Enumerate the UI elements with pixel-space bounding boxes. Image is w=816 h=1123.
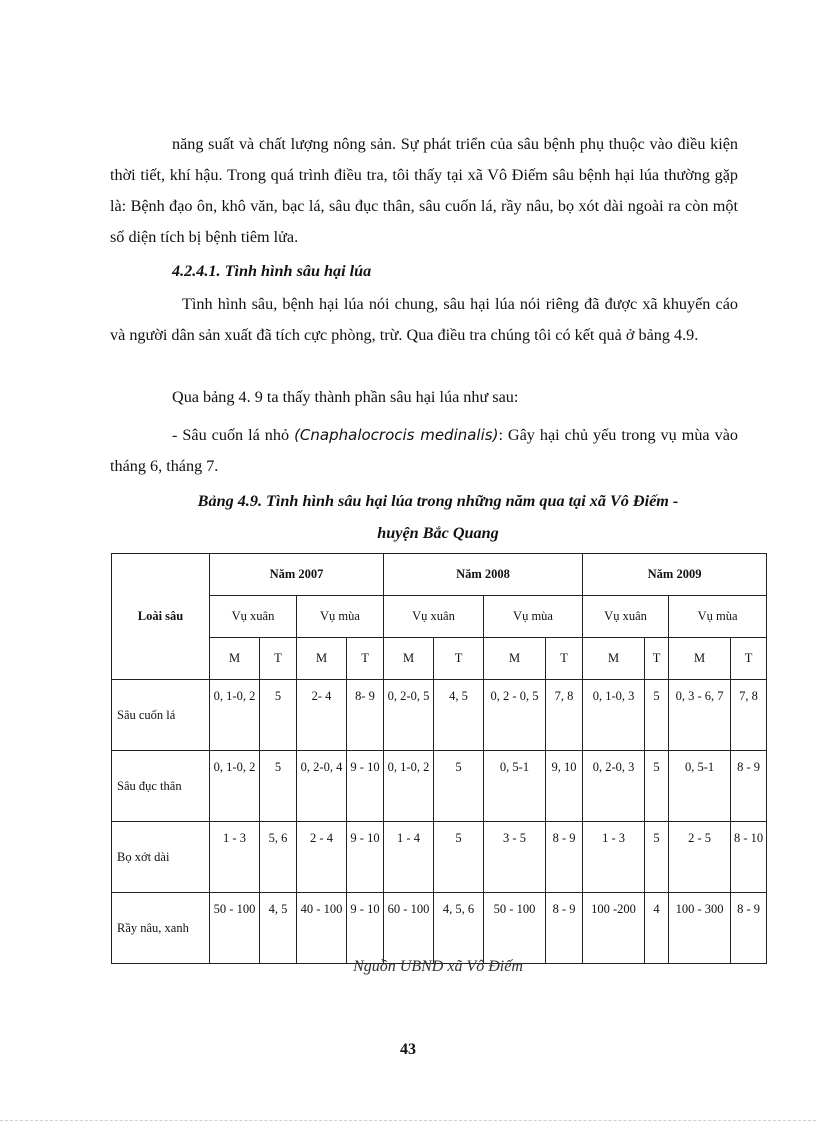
table-cell: 1 - 3: [210, 822, 260, 893]
table-cell: 7, 8: [731, 680, 767, 751]
table-cell: 5: [434, 751, 484, 822]
table-cell: 8 - 9: [546, 893, 583, 964]
paragraph-1: năng suất và chất lượng nông sản. Sự phát triển của sâu bệnh phụ thuộc vào điều kiện thời tiết, khí hậu. Trong quá trình điều tra, tôi thấy tại xã Vô Điếm sâu bệnh hại lúa thường gặp là: Bệnh đạo ôn, khô văn, bạc lá, sâu đục thân, sâu cuốn lá, rầy nâu, bọ xót dài ngoài ra còn một số diện tích bị bệnh tiêm lửa.: [110, 135, 738, 246]
paragraph-2: Tình hình sâu, bệnh hại lúa nói chung, sâu hại lúa nói riêng đã được xã khuyến cáo và người dân sản xuất đã tích cực phòng, trừ. Qua điều tra chúng tôi có kết quả ở bảng 4.9.: [110, 295, 738, 344]
subcol-header: T: [434, 638, 484, 680]
table-cell: 0, 2-0, 4: [297, 751, 347, 822]
table-cell: 1 - 3: [583, 822, 645, 893]
pest-name: Sâu cuốn lá: [112, 680, 210, 751]
paragraph-4-end: : Gây hại chủ yếu trong vụ mùa vào tháng 6, tháng 7.: [110, 426, 738, 475]
table-cell: 8 - 9: [546, 822, 583, 893]
pest-name: Sâu đục thân: [112, 751, 210, 822]
table-cell: 3 - 5: [484, 822, 546, 893]
table-cell: 9, 10: [546, 751, 583, 822]
table-row: [112, 893, 767, 964]
pest-name: Bọ xớt dài: [112, 822, 210, 893]
table-cell: 8 - 9: [731, 751, 767, 822]
table-cell: 60 - 100: [384, 893, 434, 964]
table-cell: 5, 6: [260, 822, 297, 893]
section-heading: 4.2.4.1. Tình hình sâu hại lúa: [172, 262, 372, 280]
footer-divider: [0, 1120, 816, 1121]
paragraph-4: [110, 420, 738, 482]
table-cell: 0, 2-0, 3: [583, 751, 645, 822]
subcol-header: T: [260, 638, 297, 680]
table-cell: 8- 9: [347, 680, 384, 751]
season-header: Vụ mùa: [484, 596, 583, 638]
table-caption-line-2: huyện Bắc Quang: [377, 524, 499, 542]
subcol-header: T: [731, 638, 767, 680]
table-cell: 8 - 10: [731, 822, 767, 893]
table-cell: 5: [260, 680, 297, 751]
table-cell: 100 - 300: [669, 893, 731, 964]
table-cell: 9 - 10: [347, 893, 384, 964]
table-cell: 0, 1-0, 2: [210, 680, 260, 751]
subcol-header: M: [384, 638, 434, 680]
table-cell: 50 - 100: [210, 893, 260, 964]
table-cell: 1 - 4: [384, 822, 434, 893]
table-cell: 4, 5, 6: [434, 893, 484, 964]
table-cell: 7, 8: [546, 680, 583, 751]
table-cell: 0, 1-0, 2: [384, 751, 434, 822]
table-cell: 40 - 100: [297, 893, 347, 964]
table-cell: 0, 1-0, 3: [583, 680, 645, 751]
table-cell: 5: [260, 751, 297, 822]
pest-table: [111, 553, 767, 964]
row-header-cell: Loài sâu: [112, 554, 210, 680]
subcol-header: M: [583, 638, 645, 680]
table-cell: 5: [645, 822, 669, 893]
season-header: Vụ xuân: [384, 596, 484, 638]
table-cell: 5: [645, 751, 669, 822]
season-header: Vụ mùa: [297, 596, 384, 638]
table-cell: 0, 1-0, 2: [210, 751, 260, 822]
page-number: 43: [400, 1041, 416, 1058]
table-source: Nguồn UBND xã Vô Điếm: [353, 958, 523, 975]
table-row: [112, 751, 767, 822]
table-caption-line-1: Bảng 4.9. Tình hình sâu hại lúa trong những năm qua tại xã Vô Điếm -: [197, 492, 679, 510]
table-row: [112, 680, 767, 751]
table-cell: 2- 4: [297, 680, 347, 751]
table-cell: 9 - 10: [347, 822, 384, 893]
subcol-header: M: [669, 638, 731, 680]
table-cell: 100 -200: [583, 893, 645, 964]
table-cell: 2 - 5: [669, 822, 731, 893]
season-header: Vụ mùa: [669, 596, 767, 638]
table-cell: 0, 2 - 0, 5: [484, 680, 546, 751]
table-cell: 8 - 9: [731, 893, 767, 964]
subcol-header: M: [484, 638, 546, 680]
subcol-header: T: [546, 638, 583, 680]
table-cell: 4, 5: [434, 680, 484, 751]
year-header: Năm 2008: [384, 554, 583, 596]
table-cell: 0, 2-0, 5: [384, 680, 434, 751]
table-cell: 0, 5-1: [669, 751, 731, 822]
season-header: Vụ xuân: [583, 596, 669, 638]
subcol-header: M: [297, 638, 347, 680]
paragraph-4-start: - Sâu cuốn lá nhỏ: [172, 426, 295, 444]
table-cell: 9 - 10: [347, 751, 384, 822]
table-row: [112, 822, 767, 893]
year-header: Năm 2007: [210, 554, 384, 596]
paragraph-3: Qua bảng 4. 9 ta thấy thành phần sâu hại lúa như sau:: [172, 388, 519, 406]
subcol-header: M: [210, 638, 260, 680]
subcol-header: T: [645, 638, 669, 680]
latin-species-name: (Cnaphalocrocis medinalis): [294, 426, 499, 444]
table-cell: 2 - 4: [297, 822, 347, 893]
table-cell: 5: [645, 680, 669, 751]
subcol-header: T: [347, 638, 384, 680]
table-cell: 4, 5: [260, 893, 297, 964]
table-cell: 5: [434, 822, 484, 893]
table-cell: 0, 5-1: [484, 751, 546, 822]
year-header: Năm 2009: [583, 554, 767, 596]
table-cell: 50 - 100: [484, 893, 546, 964]
table-cell: 0, 3 - 6, 7: [669, 680, 731, 751]
pest-name: Rầy nâu, xanh: [112, 893, 210, 964]
season-header: Vụ xuân: [210, 596, 297, 638]
table-cell: 4: [645, 893, 669, 964]
